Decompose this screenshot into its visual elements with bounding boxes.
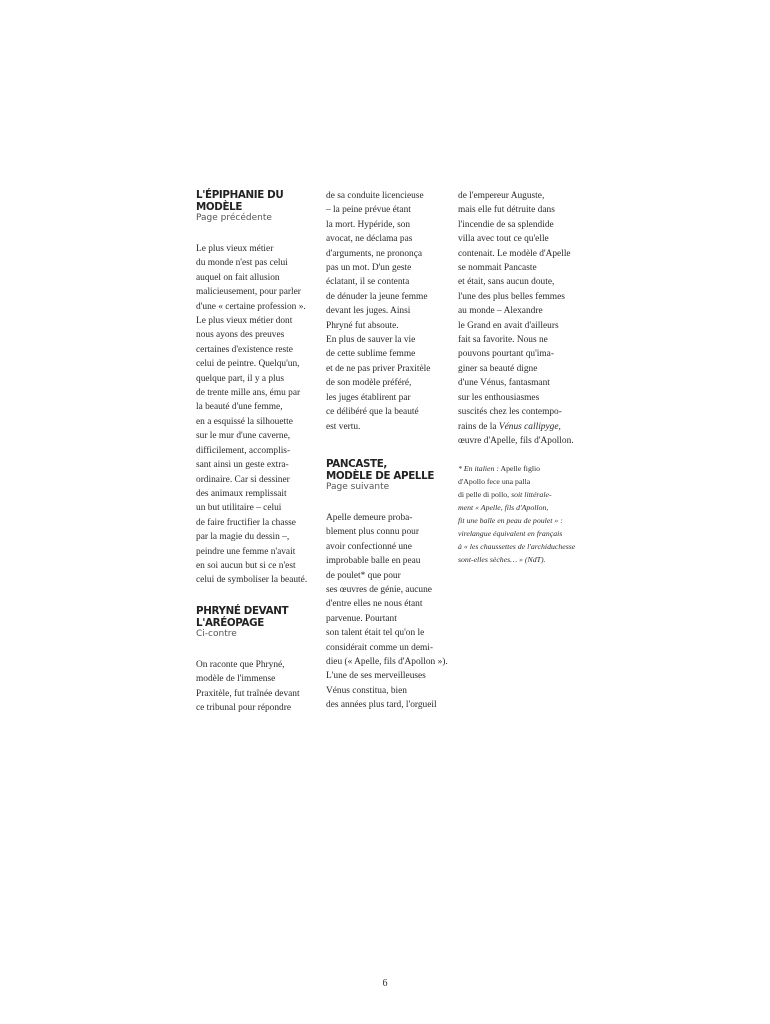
text-line: et était, sans aucun doute,	[458, 277, 555, 288]
text-line: les juges établirent par	[326, 392, 411, 403]
text-line: En plus de sauver la vie	[326, 335, 416, 346]
section-subtitle-pancaste: Page suivante	[326, 481, 390, 492]
text-line: en soi aucun but si ce n'est	[196, 560, 296, 571]
footnote-line: à « les chaussettes de l'archiduchesse	[458, 542, 576, 552]
text-line: de poulet* que pour	[326, 570, 401, 581]
column-3	[458, 189, 580, 566]
footnote	[458, 462, 580, 566]
text-line: la beauté d'une femme,	[196, 402, 283, 413]
text-line: suscités chez les contempo-	[458, 407, 562, 418]
text-line: Apelle demeure proba-	[326, 512, 413, 523]
text-fragment: soit littérale-	[511, 490, 552, 500]
section-subtitle-phryne: Ci-contre	[196, 628, 237, 639]
text-line: sur les enthousiasmes	[458, 392, 540, 403]
footnote-line: sont-elles sèches… » (NdT).	[458, 555, 546, 565]
text-line: difficilement, accomplis-	[196, 445, 291, 456]
footnote-line: ment « Apelle, fils d'Apollon,	[458, 503, 549, 513]
text-line: ce délibéré que la beauté	[326, 407, 419, 418]
text-line: – la peine prévue étant	[326, 205, 411, 216]
text-line: improbable balle en peau	[326, 556, 421, 567]
text-line: Phryné fut absoute.	[326, 320, 399, 331]
section-gap	[326, 434, 448, 458]
text-line: sant ainsi un geste extra-	[196, 460, 289, 471]
text-line: blement plus connu pour	[326, 527, 419, 538]
text-line: Praxitèle, fut traînée devant	[196, 688, 300, 699]
text-line: le Grand en avait d'ailleurs	[458, 320, 559, 331]
text-line: éclatant, il se contenta	[326, 277, 410, 288]
text-line: contenait. Le modèle d'Apelle	[458, 248, 571, 259]
text-line: par la magie du dessin –,	[196, 532, 290, 543]
page-number: 6	[382, 978, 388, 989]
text-line: avocat, ne déclama pas	[326, 234, 413, 245]
text-line: Le plus vieux métier	[196, 244, 274, 254]
text-line: de sa conduite licencieuse	[326, 191, 424, 201]
text-line: de trente mille ans, ému par	[196, 388, 301, 399]
text-line: d'une « certaine profession ».	[196, 301, 306, 312]
section-body-phryne-start	[196, 658, 318, 716]
text-line: Vénus constitua, bien	[326, 685, 407, 696]
text-line: de cette sublime femme	[326, 349, 416, 360]
artwork-title: Vénus callipyge,	[498, 421, 561, 432]
text-line: sur le mur d'une caverne,	[196, 431, 291, 442]
text-line: devant les juges. Ainsi	[326, 306, 411, 317]
text-line: la mort. Hypéride, son	[326, 219, 411, 230]
text-line: œuvre d'Apelle, fils d'Apollon.	[458, 435, 574, 446]
text-line: parvenue. Pourtant	[326, 613, 397, 624]
footnote-line	[458, 462, 580, 475]
text-line	[458, 420, 580, 434]
text-line: pouvons pourtant qu'ima-	[458, 349, 554, 360]
section-body-phryne-continued	[326, 189, 448, 434]
footnote-marker: * En italien :	[458, 464, 499, 474]
text-line: peindre une femme n'avait	[196, 546, 296, 557]
text-line: ses œuvres de génie, aucune	[326, 584, 432, 595]
section-title-phryne-line1: PHRYNÉ DEVANT	[196, 604, 289, 617]
section-body-epiphanie	[196, 242, 318, 588]
text-line: du monde n'est pas celui	[196, 258, 288, 269]
text-line: quelque part, il y a plus	[196, 373, 285, 384]
footnote-line: virelangue équivalent en français	[458, 529, 563, 539]
text-line: nous ayons des preuves	[196, 330, 285, 341]
text-line: se nommait Pancaste	[458, 263, 537, 274]
text-line: de faire fructifier la chasse	[196, 517, 296, 528]
text-line: avoir confectionné une	[326, 541, 412, 552]
text-line: dieu (« Apelle, fils d'Apollon »).	[326, 656, 448, 667]
text-line: des années plus tard, l'orgueil	[326, 700, 437, 711]
text-line: de l'empereur Auguste,	[458, 191, 545, 201]
text-line: l'une des plus belles femmes	[458, 291, 565, 302]
section-gap	[196, 588, 318, 605]
text-line: certaines d'existence reste	[196, 344, 293, 355]
text-line: l'incendie de sa splendide	[458, 219, 554, 230]
footnote-line: fit une balle en peau de poulet » :	[458, 516, 563, 526]
text-line: d'arguments, ne prononça	[326, 248, 423, 259]
text-line: giner sa beauté digne	[458, 363, 538, 374]
text-fragment: Apelle figlio	[498, 464, 541, 474]
footnote-line	[458, 488, 580, 501]
text-line: des animaux remplissait	[196, 488, 287, 499]
section-subtitle-epiphanie: Page précédente	[196, 213, 272, 223]
column-2	[326, 189, 448, 713]
text-fragment: di pelle di pollo,	[458, 490, 512, 500]
text-line: On raconte que Phryné,	[196, 659, 285, 670]
text-line: L'une de ses merveilleuses	[326, 671, 426, 682]
section-title-pancaste-line1: PANCASTE,	[326, 457, 387, 470]
text-fragment: rains de la	[458, 421, 499, 432]
section-body-pancaste-continued	[458, 189, 580, 448]
text-line: Le plus vieux métier dont	[196, 316, 293, 327]
text-line: ordinaire. Car si dessiner	[196, 474, 290, 485]
footnote-line: d'Apollo fece una palla	[458, 477, 531, 487]
text-line: au monde – Alexandre	[458, 306, 543, 317]
section-title-phryne-line2: L'ARÉOPAGE	[196, 616, 264, 629]
section-gap	[458, 448, 580, 462]
text-line: celui de symboliser la beauté.	[196, 575, 308, 586]
text-line: un but utilitaire – celui	[196, 503, 282, 514]
text-line: en a esquissé la silhouette	[196, 416, 293, 427]
text-line: considérait comme un demi-	[326, 642, 433, 653]
text-line: mais elle fut détruite dans	[458, 205, 555, 216]
text-line: pas un mot. D'un geste	[326, 263, 412, 274]
text-line: malicieusement, pour parler	[196, 287, 301, 298]
text-line: ce tribunal pour répondre	[196, 702, 292, 713]
text-line: d'entre elles ne nous étant	[326, 599, 423, 610]
text-line: est vertu.	[326, 421, 361, 432]
text-line: de son modèle préféré,	[326, 378, 412, 389]
text-line: d'une Vénus, fantasmant	[458, 378, 550, 389]
section-title-pancaste-line2: MODÈLE DE APELLE	[326, 469, 435, 482]
text-line: et de ne pas priver Praxitèle	[326, 363, 431, 374]
column-1	[196, 189, 318, 715]
text-line: villa avec tout ce qu'elle	[458, 234, 549, 245]
section-body-pancaste-start	[326, 511, 448, 713]
text-line: celui de peintre. Quelqu'un,	[196, 359, 300, 370]
text-line: auquel on fait allusion	[196, 272, 280, 283]
text-line: son talent était tel qu'on le	[326, 628, 425, 639]
section-title-epiphanie: L'ÉPIPHANIE DU MODÈLE	[196, 189, 284, 213]
text-line: fait sa favorite. Nous ne	[458, 335, 548, 346]
text-line: de dénuder la jeune femme	[326, 291, 428, 302]
text-line: modèle de l'immense	[196, 674, 276, 685]
